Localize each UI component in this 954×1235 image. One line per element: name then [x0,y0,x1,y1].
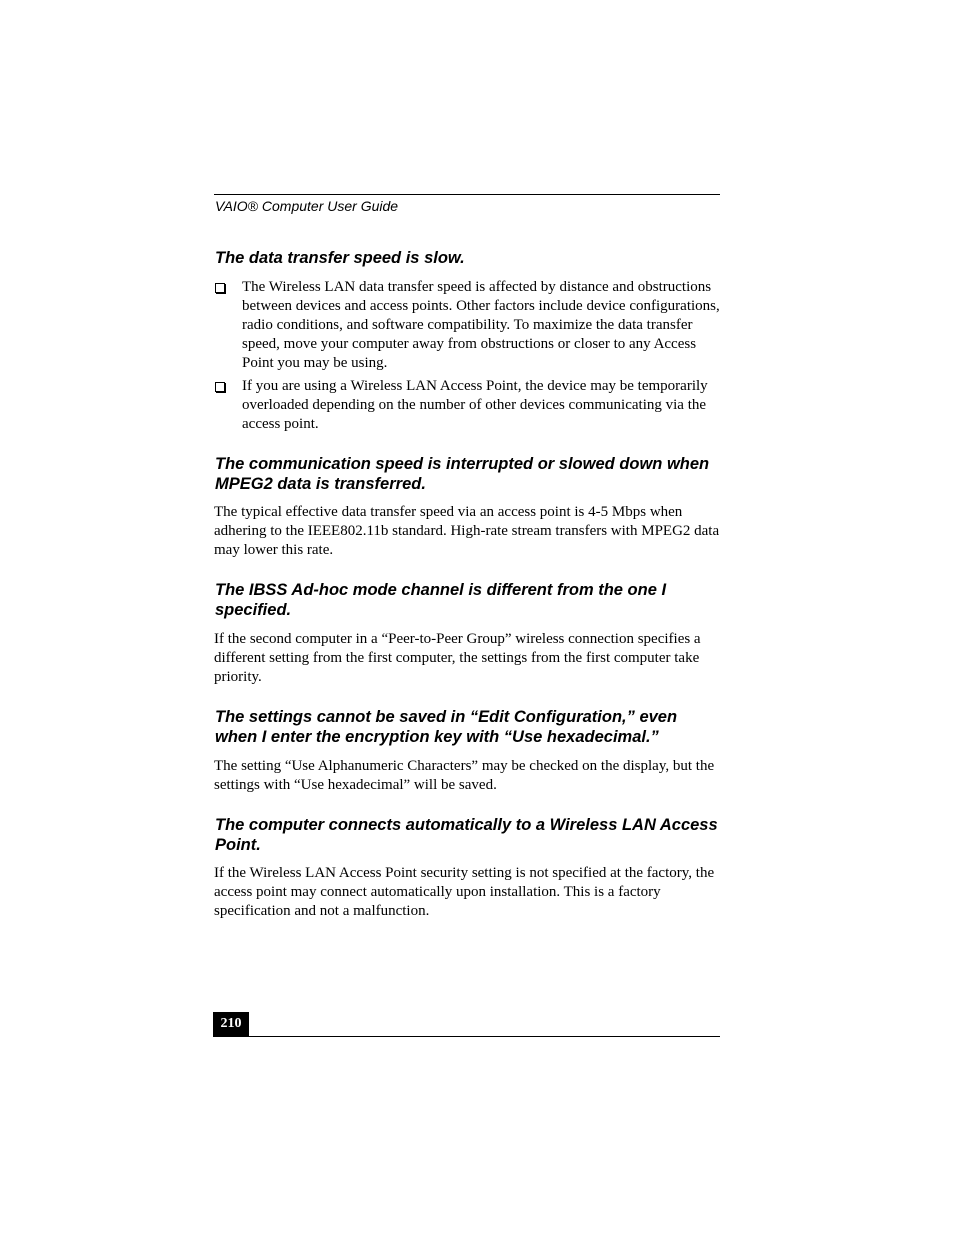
section-heading-mpeg2: The communication speed is interrupted or slowed down when MPEG2 data is transferred. [215,455,710,493]
page-footer [213,1012,720,1037]
page-content [214,194,720,921]
header-rule [214,194,720,195]
section-body-mpeg2: The typical effective data transfer speed via an access point is 4-5 Mbps when adhering to the IEEE802.11b standard. High-rate stream transfers with MPEG2 data may lower this rate. [214,504,720,558]
list-item-text: If you are using a Wireless LAN Access Point, the device may be temporarily overloaded depending on the number of other devices communicating via the access point. [242,378,708,432]
section-heading-ibss: The IBSS Ad-hoc mode channel is different from the one I specified. [215,581,667,619]
section-heading-transfer-speed: The data transfer speed is slow. [215,249,465,267]
footer-rule [213,1036,720,1037]
section-body-edit-configuration: The setting “Use Alphanumeric Characters” may be checked on the display, but the settings with “Use hexadecimal” will be saved. [214,758,715,793]
page-number: 210 [213,1012,249,1036]
list-item [214,278,720,373]
section-body-auto-connect: If the Wireless LAN Access Point security setting is not specified at the factory, the access point may connect automatically upon installation. This is a factory specification and not a malfunction. [214,865,715,919]
checkbox-bullet-icon [215,382,225,392]
section-heading-edit-configuration: The settings cannot be saved in “Edit Configuration,” even when I enter the encryption key with “Use hexadecimal.” [215,708,678,746]
section-body-ibss: If the second computer in a “Peer-to-Peer Group” wireless connection specifies a different setting from the first computer, the settings from the first computer take priority. [214,631,701,685]
section-heading-auto-connect: The computer connects automatically to a Wireless LAN Access Point. [215,816,718,854]
list-item-text: The Wireless LAN data transfer speed is affected by distance and obstructions between devices and access points. Other factors include device configurations, radio conditions, and software compatibility. To maximize the data transfer speed, move your computer away from obstructions or closer to any Access Point you may be using. [242,279,720,371]
checkbox-bullet-icon [215,283,225,293]
list-item [214,377,720,434]
running-head: VAIO® Computer User Guide [215,198,399,214]
bullet-list [214,278,720,434]
